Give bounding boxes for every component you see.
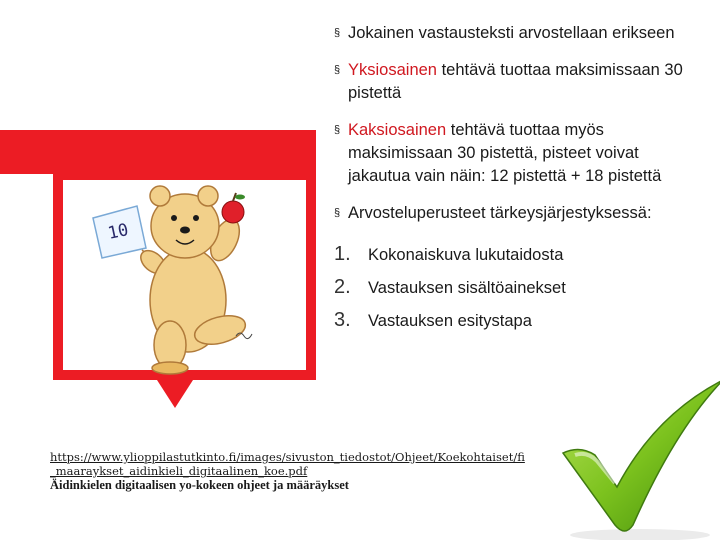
bullet-item <box>334 22 694 45</box>
checkmark-icon <box>555 375 720 540</box>
bullet-mark: § <box>334 124 341 136</box>
sign-number: 10 <box>106 220 131 244</box>
source-link[interactable] <box>50 450 525 478</box>
bullet-text: tehtävä tuottaa myös maksimissaan 30 pistettä, pisteet voivat jakautua vain näin: 12 pistettä + 18 pistettä <box>348 121 662 185</box>
bullet-item <box>334 59 694 105</box>
bullet-text: Arvosteluperusteet tärkeysjärjestyksessä: <box>348 204 652 222</box>
numbered-item <box>334 239 694 272</box>
item-text: Vastauksen sisältöainekset <box>368 279 566 297</box>
item-number: 2. <box>334 276 351 298</box>
numbered-item <box>334 305 694 338</box>
link-line-2: _maaraykset_aidinkieli_digitaalinen_koe.pdf <box>50 464 308 478</box>
numbered-list <box>334 239 694 338</box>
bullet-item <box>334 119 694 188</box>
item-text: Kokonaiskuva lukutaidosta <box>368 246 564 264</box>
item-number: 1. <box>334 243 351 265</box>
bullet-mark: § <box>334 207 341 219</box>
source-reference <box>50 450 525 492</box>
bullet-text: tehtävä tuottaa maksimissaan 30 pistettä <box>348 61 683 102</box>
link-line-1: https://www.ylioppilastutkinto.fi/images/sivuston_tiedostot/Ohjeet/Koekohtaiset/fi <box>50 450 525 464</box>
item-text: Vastauksen esitystapa <box>368 312 532 330</box>
bullet-mark: § <box>334 64 341 76</box>
apple-icon <box>222 193 245 223</box>
item-number: 3. <box>334 309 351 331</box>
link-caption: Äidinkielen digitaalisen yo-kokeen ohjeet ja määräykset <box>50 478 349 492</box>
highlight-word: Kaksiosainen <box>348 121 447 139</box>
score-sign <box>93 206 146 258</box>
highlight-word: Yksiosainen <box>348 61 437 79</box>
bullet-text: Jokainen vastausteksti arvostellaan erikseen <box>348 24 675 42</box>
bullet-item <box>334 202 694 225</box>
numbered-item <box>334 272 694 305</box>
bullet-list <box>334 22 694 338</box>
bullet-mark: § <box>334 27 341 39</box>
